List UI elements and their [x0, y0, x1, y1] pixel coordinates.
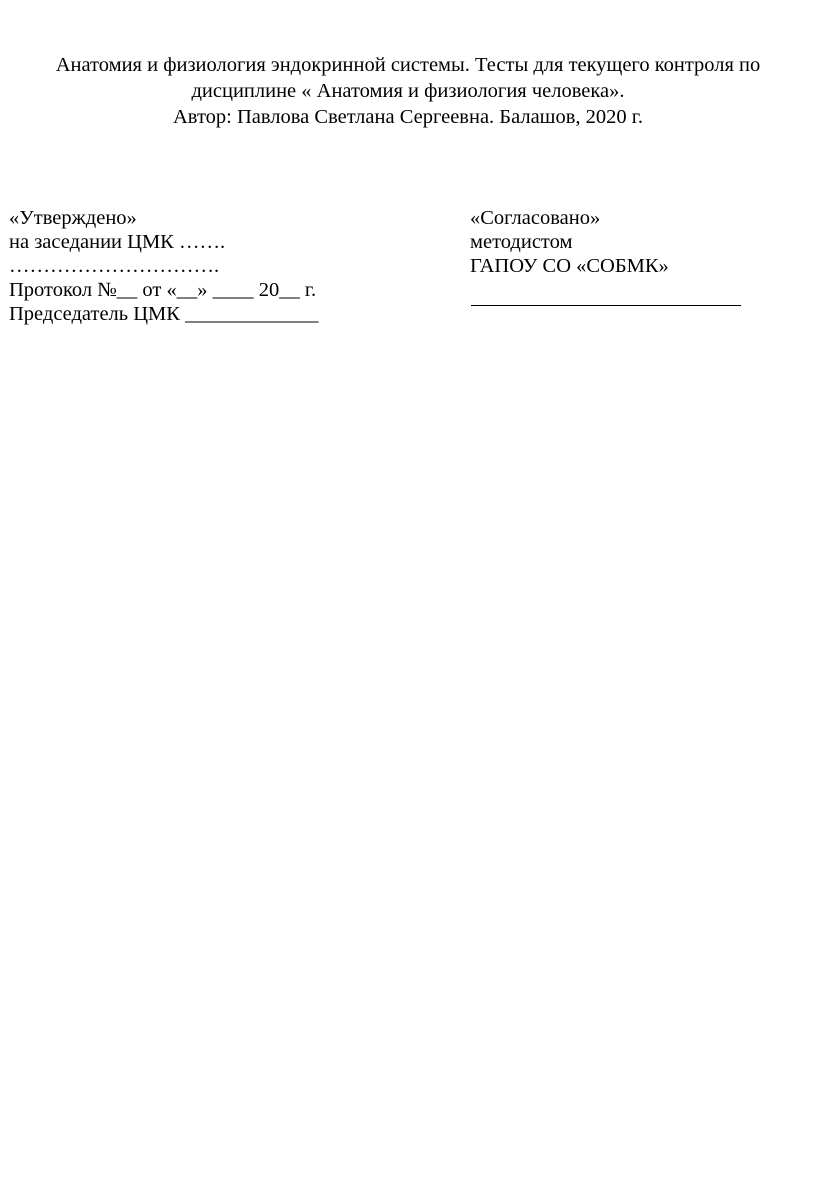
header-title-line-2: дисциплине « Анатомия и физиология человека».: [191, 80, 625, 102]
approved-protocol: Протокол №__ от «__» ____ 20__ г.: [9, 279, 317, 301]
agreed-org: ГАПОУ СО «СОБМК»: [470, 255, 669, 277]
signature-line: [471, 305, 741, 306]
approved-meeting: на заседании ЦМК …….: [9, 231, 226, 253]
header-author-line: Автор: Павлова Светлана Сергеевна. Балашов, 2020 г.: [172, 106, 643, 128]
agreed-title: «Согласовано»: [470, 207, 601, 229]
approved-title: «Утверждено»: [9, 207, 137, 229]
document-header: [0, 52, 816, 130]
agreed-by: методистом: [470, 231, 573, 253]
header-title-line-1: Анатомия и физиология эндокринной системы. Тесты для текущего контроля по: [55, 54, 761, 76]
agreed-block: [470, 206, 790, 278]
approved-dots: ………………………….: [9, 255, 220, 277]
approved-block: [9, 206, 409, 326]
approved-chairman: Председатель ЦМК _____________: [9, 303, 319, 325]
